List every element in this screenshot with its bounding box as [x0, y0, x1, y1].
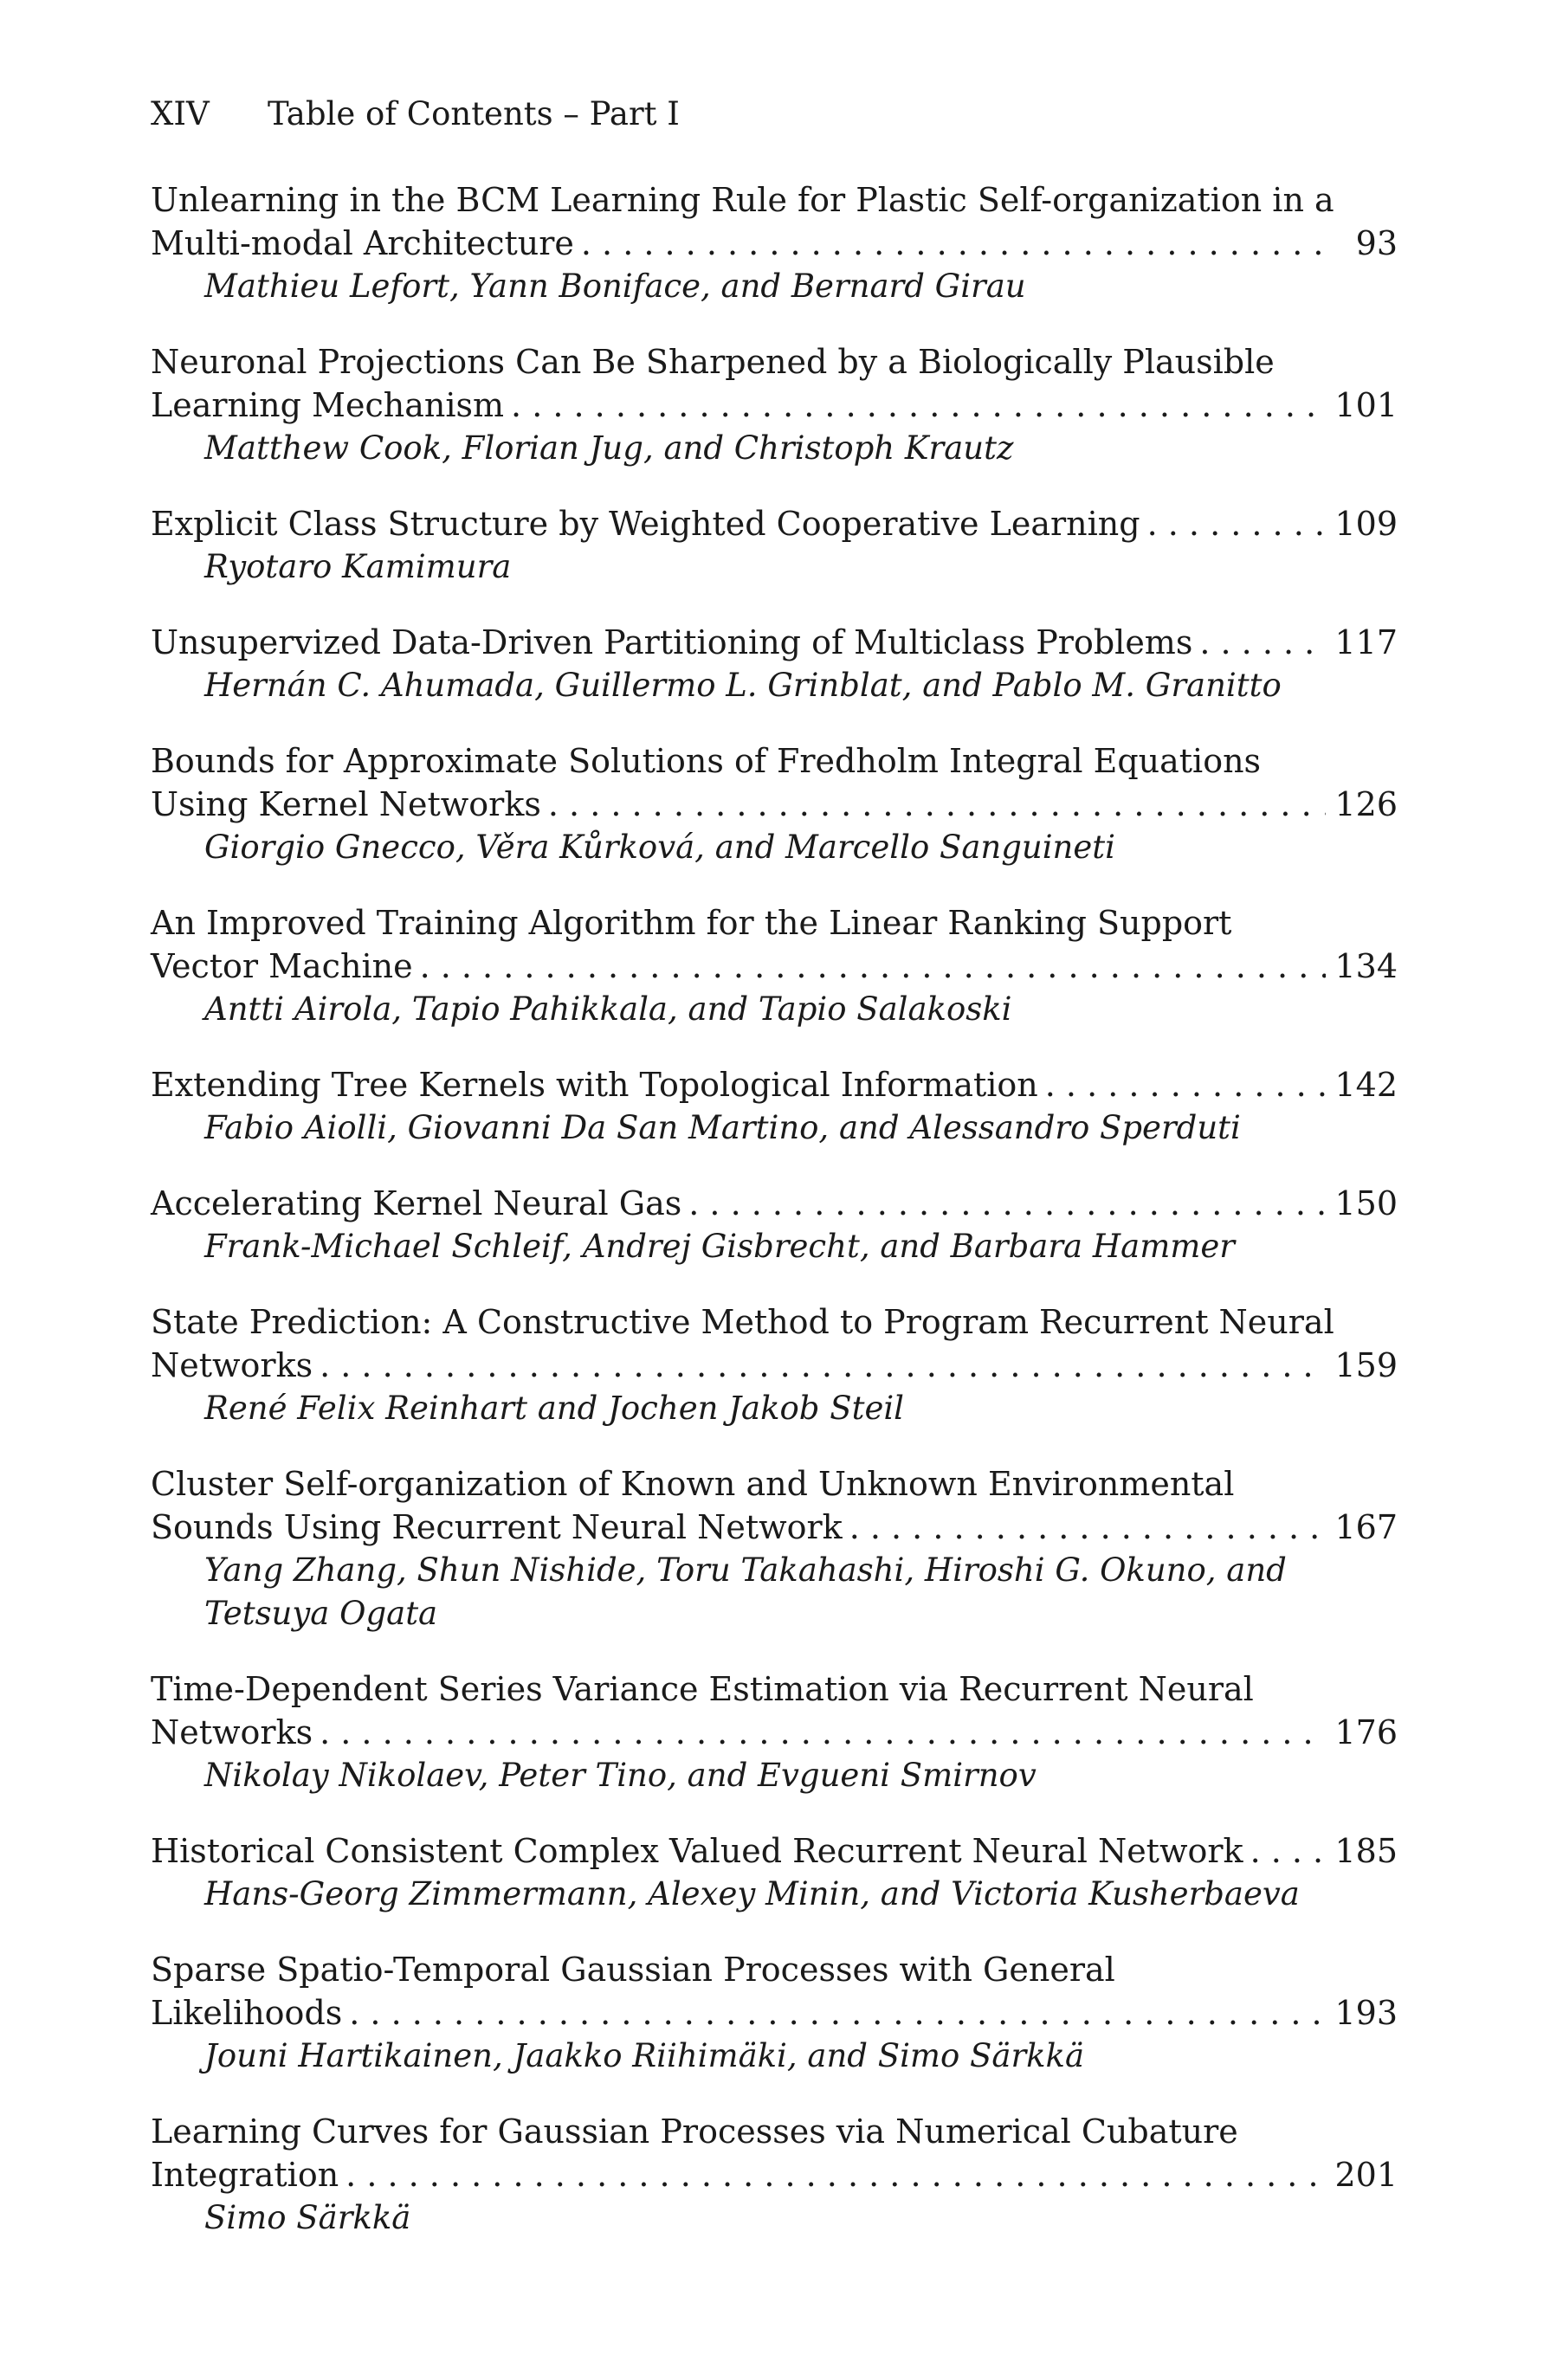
dot-leader: [1147, 502, 1327, 545]
entry-title-line: Learning Curves for Gaussian Processes via Numerical Cubature: [151, 2112, 1238, 2151]
entry-authors: Giorgio Gnecco, Věra Kůrková, and Marcello Sanguineti: [204, 829, 1115, 866]
toc-entry[interactable]: [151, 1063, 1398, 1150]
entry-title-row: [151, 1506, 1398, 1549]
toc-entry[interactable]: [151, 621, 1398, 707]
page-number: 159: [1334, 1346, 1398, 1384]
entry-authors: Hans-Georg Zimmermann, Alexey Minin, and Victoria Kusherbaeva: [204, 1875, 1300, 1912]
entry-title: Likelihoods: [151, 1994, 343, 2032]
entry-title-line: Neuronal Projections Can Be Sharpened by a Biologically Plausible: [151, 343, 1275, 381]
page-number: 117: [1334, 623, 1398, 661]
toc-entry[interactable]: [151, 901, 1398, 1031]
entry-authors: Mathieu Lefort, Yann Boniface, and Bernard Girau: [204, 268, 1026, 305]
entry-title-row: [151, 2153, 1398, 2196]
dot-leader: [688, 1182, 1326, 1225]
dot-leader: [320, 1344, 1326, 1387]
entry-title: Learning Mechanism: [151, 386, 505, 424]
toc-entry[interactable]: [151, 1300, 1398, 1430]
entry-authors: Simo Särkkä: [204, 2199, 411, 2236]
dot-leader: [346, 2153, 1326, 2196]
entry-title: Accelerating Kernel Neural Gas: [151, 1184, 682, 1222]
page-number: 201: [1334, 2156, 1398, 2194]
toc-entry[interactable]: [151, 1829, 1398, 1916]
page-number: 101: [1334, 386, 1398, 424]
entry-title: Extending Tree Kernels with Topological Information: [151, 1066, 1038, 1104]
toc-list: [151, 178, 1398, 2272]
page-number: 185: [1334, 1832, 1398, 1870]
entry-title-row: [151, 1829, 1398, 1873]
page-number: 142: [1334, 1066, 1398, 1104]
entry-title-line: Time-Dependent Series Variance Estimation via Recurrent Neural: [151, 1670, 1254, 1708]
entry-title: Historical Consistent Complex Valued Recurrent Neural Network: [151, 1832, 1243, 1870]
page-number: 150: [1334, 1184, 1398, 1222]
entry-authors: Matthew Cook, Florian Jug, and Christoph Krautz: [204, 429, 1014, 467]
page-number: 176: [1334, 1713, 1398, 1751]
entry-title-line: An Improved Training Algorithm for the Linear Ranking Support: [151, 904, 1232, 942]
dot-leader: [511, 384, 1326, 427]
toc-entry[interactable]: [151, 1462, 1398, 1635]
toc-entry[interactable]: [151, 1948, 1398, 2078]
toc-entry[interactable]: [151, 2110, 1398, 2240]
toc-entry[interactable]: [151, 340, 1398, 470]
entry-authors: Frank-Michael Schleif, Andrej Gisbrecht, and Barbara Hammer: [204, 1228, 1235, 1265]
toc-entry[interactable]: [151, 178, 1398, 308]
entry-title: Explicit Class Structure by Weighted Cooperative Learning: [151, 505, 1140, 543]
entry-title-line: State Prediction: A Constructive Method to Program Recurrent Neural: [151, 1303, 1334, 1341]
page-number: 193: [1334, 1994, 1398, 2032]
dot-leader: [1199, 621, 1326, 664]
entry-authors: René Felix Reinhart and Jochen Jakob Steil: [204, 1390, 905, 1427]
entry-title-row: [151, 502, 1398, 545]
dot-leader: [320, 1711, 1326, 1754]
entry-title-row: [151, 1182, 1398, 1225]
entry-title-row: [151, 384, 1398, 427]
dot-leader: [420, 945, 1327, 988]
page-number: 167: [1334, 1508, 1398, 1546]
page-number: 93: [1355, 224, 1398, 262]
entry-title-row: [151, 1711, 1398, 1754]
entry-title-row: [151, 783, 1398, 826]
dot-leader: [548, 783, 1327, 826]
entry-title-row: [151, 1344, 1398, 1387]
entry-authors: Fabio Aiolli, Giovanni Da San Martino, and Alessandro Sperduti: [204, 1109, 1241, 1146]
page-number: 134: [1334, 947, 1398, 985]
entry-title: Using Kernel Networks: [151, 785, 541, 823]
page-number-roman: XIV: [151, 95, 210, 132]
entry-title: Unsupervized Data-Driven Partitioning of Multiclass Problems: [151, 623, 1193, 661]
entry-title: Vector Machine: [151, 947, 413, 985]
entry-title: Integration: [151, 2156, 339, 2194]
dot-leader: [581, 222, 1328, 265]
toc-entry[interactable]: [151, 1667, 1398, 1797]
page-number: 109: [1334, 505, 1398, 543]
entry-title-row: [151, 621, 1398, 664]
entry-authors: Hernán C. Ahumada, Guillermo L. Grinblat, and Pablo M. Granitto: [204, 667, 1282, 704]
entry-title: Networks: [151, 1713, 313, 1751]
entry-title-row: [151, 1063, 1398, 1106]
entry-title-line: Cluster Self-organization of Known and Unknown Environmental: [151, 1465, 1235, 1503]
dot-leader: [849, 1506, 1327, 1549]
toc-entry[interactable]: [151, 739, 1398, 869]
entry-authors: Yang Zhang, Shun Nishide, Toru Takahashi, Hiroshi G. Okuno, and Tetsuya Ogata: [204, 1551, 1287, 1632]
dot-leader: [349, 1991, 1326, 2035]
entry-title-line: Bounds for Approximate Solutions of Fredholm Integral Equations: [151, 742, 1262, 780]
entry-authors: Jouni Hartikainen, Jaakko Riihimäki, and Simo Särkkä: [204, 2037, 1085, 2074]
toc-entry[interactable]: [151, 502, 1398, 589]
entry-title: Sounds Using Recurrent Neural Network: [151, 1508, 843, 1546]
entry-title: Multi-modal Architecture: [151, 224, 574, 262]
entry-authors: Antti Airola, Tapio Pahikkala, and Tapio Salakoski: [204, 990, 1012, 1028]
entry-authors: Nikolay Nikolaev, Peter Tino, and Evgueni Smirnov: [204, 1757, 1037, 1794]
page-number: 126: [1334, 785, 1398, 823]
entry-title-line: Sparse Spatio-Temporal Gaussian Processes with General: [151, 1951, 1115, 1989]
entry-title-row: [151, 1991, 1398, 2035]
toc-entry[interactable]: [151, 1182, 1398, 1268]
running-header: [151, 94, 680, 135]
entry-title-line: Unlearning in the BCM Learning Rule for Plastic Self-organization in a: [151, 181, 1334, 219]
entry-title-row: [151, 222, 1398, 265]
entry-authors: Ryotaro Kamimura: [204, 548, 512, 585]
dot-leader: [1250, 1829, 1327, 1873]
entry-title: Networks: [151, 1346, 313, 1384]
dot-leader: [1045, 1063, 1327, 1106]
running-title: Table of Contents – Part I: [268, 95, 680, 132]
entry-title-row: [151, 945, 1398, 988]
